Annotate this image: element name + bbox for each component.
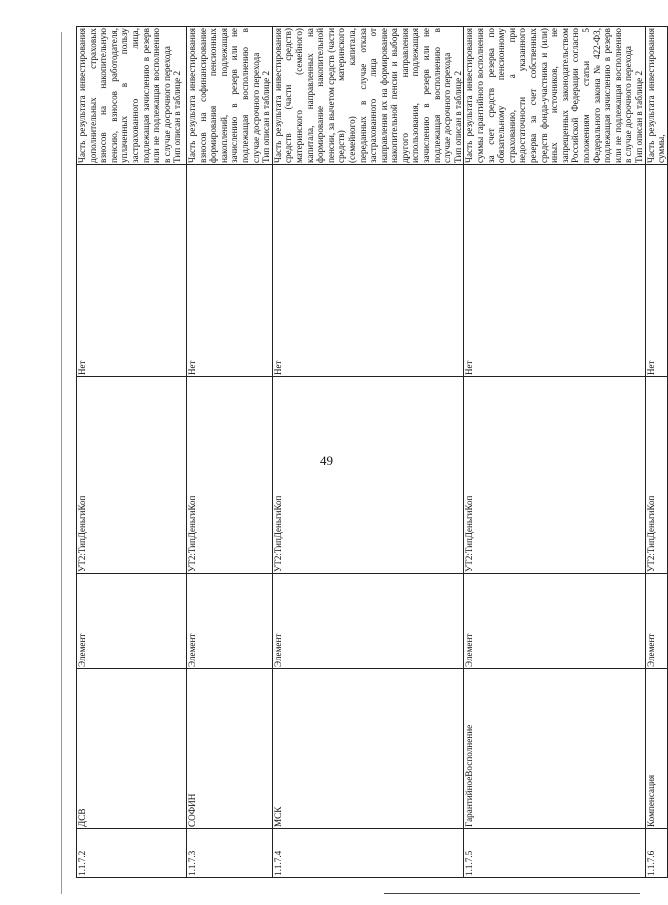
table-row: [645, 27, 667, 878]
element-kind: Элемент: [77, 574, 187, 669]
page-number: 49: [320, 453, 333, 468]
scan-edge-line: [384, 893, 640, 894]
description-text: Часть результата инвестирования взносов на софинансирование формирования пенсионных накоплений, подлежащая зачислению в резерв или не подлежащая восполнению в случае досрочного перехода: [187, 28, 261, 163]
left-margin-rule: [61, 32, 62, 894]
element-description: [272, 27, 464, 165]
element-description: [645, 27, 667, 165]
element-description: [77, 27, 187, 165]
table-row: [272, 27, 464, 878]
element-kind: Элемент: [187, 574, 273, 669]
row-number: 1.1.7.2: [77, 829, 187, 878]
element-kind: Элемент: [645, 574, 667, 669]
element-type: УТ2:ТипДеньгиКоп: [464, 377, 645, 574]
description-text: Часть результата инвестирования дополнительных страховых взносов на накопительную пенсию, взносов работодателя, уплаченных в пользу застрахованного лица, подлежащая зачислению в резерв или не подлежащая восполнению в случае досрочного перехода: [77, 28, 172, 163]
element-type: УТ2:ТипДеньгиКоп: [77, 377, 187, 574]
required-flag: Нет: [464, 165, 645, 377]
element-kind: Элемент: [464, 574, 645, 669]
type-note: Тип описан в таблице 2: [633, 70, 644, 163]
required-flag: Нет: [77, 165, 187, 377]
rotated-table-container: [76, 27, 667, 878]
element-name: МСК: [272, 669, 464, 829]
element-kind: Элемент: [272, 574, 464, 669]
element-description: [464, 27, 645, 165]
description-text: Часть результата инвестирования суммы гарантийного восполнения за счет средств резерва по обязательному пенсионному страхованию, а при недостаточности указанного резерва за счет собственных средств фонда-участника и (или) иных источников, не запрещенных законодательством Российской Федерации согласно положениям статьи 5 Федерального закона № 422-ФЗ, подлежащая зачислению в резерв или не подлежащая восполнению в случае досрочного перехода: [464, 28, 634, 163]
type-note: Тип описан в таблице 2: [172, 70, 183, 163]
element-name: ГарантийноеВосполнение: [464, 669, 645, 829]
row-number: 1.1.7.3: [187, 829, 273, 878]
required-flag: Нет: [645, 165, 667, 377]
element-type: УТ2:ТипДеньгиКоп: [187, 377, 273, 574]
type-note: Тип описан в таблице 2: [452, 70, 463, 163]
row-number: 1.1.7.6: [645, 829, 667, 878]
element-name: Компенсация: [645, 669, 667, 829]
table-row: [464, 27, 645, 878]
element-name: СОФИН: [187, 669, 273, 829]
element-type: УТ2:ТипДеньгиКоп: [645, 377, 667, 574]
table-row: [77, 27, 187, 878]
element-name: ДСВ: [77, 669, 187, 829]
table-row: [187, 27, 273, 878]
type-note: Тип описан в таблице 2: [261, 70, 272, 163]
specification-table: [76, 26, 668, 878]
element-type: УТ2:ТипДеньгиКоп: [272, 377, 464, 574]
required-flag: Нет: [187, 165, 273, 377]
description-text: Часть результата инвестирования средств (части средств) материнского (семейного) капитала, направленных на формирование накопительной пенсии, за вычетом средств (части средств) материнского (семейного) капитала, переданных в случае отказа застрахованного лица от направления их на формирование накопительной пенсии и выбора другого направления использования, подлежащая зачислению в резерв или не подлежащая восполнению в случае досрочного перехода: [272, 28, 453, 163]
row-number: 1.1.7.4: [272, 829, 464, 878]
description-text: Часть результата инвестирования суммы,: [645, 28, 667, 163]
element-description: [187, 27, 273, 165]
required-flag: Нет: [272, 165, 464, 377]
row-number: 1.1.7.5: [464, 829, 645, 878]
